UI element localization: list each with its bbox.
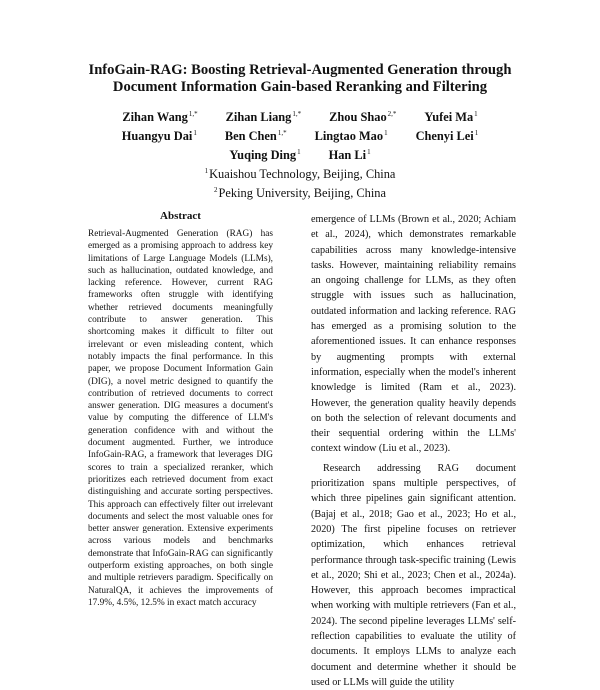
author-affiliation-mark: 1	[474, 129, 479, 137]
intro-paragraph: Research addressing RAG document prioritization spans multiple perspectives, of which three pipelines gain significant attention. (Bajaj et al., 2018; Gao et al., 2023; Ho et al., 2020) The first pipeline focuses on retriever optimization, which enhances retrieval performance through task-specific training (Lewis et al., 2020; Shi et al., 2023; Chen et al., 2024a). However, this approach becomes impractical when working with multiple retrievers (Fan et al., 2024). The second pipeline leverages LLMs' self-reflection capabilities to evaluate the utility of documents. It employs LLMs to analyze each document and determine whether it should be used or LLMs will guide the utility	[311, 462, 516, 688]
author	[424, 106, 477, 125]
author-row	[0, 125, 600, 144]
affiliation	[0, 182, 600, 201]
author-affiliation-mark: 1	[384, 129, 388, 137]
paper-title-line-1: InfoGain-RAG: Boosting Retrieval-Augmented Generation through	[88, 62, 512, 78]
author-affiliation-mark: 1,*	[292, 110, 302, 118]
author-affiliation-mark: 1	[193, 129, 197, 137]
author-affiliation-mark: 1	[474, 110, 478, 118]
author-row	[0, 106, 600, 125]
affiliation-mark: 2	[214, 186, 218, 194]
author-list	[0, 106, 600, 163]
author-affiliation-mark: 1	[367, 148, 371, 156]
author-name: Ben Chen	[224, 129, 277, 143]
paper-header	[0, 62, 600, 201]
author-affiliation-mark: 1	[297, 148, 301, 156]
author	[122, 125, 197, 144]
author	[229, 144, 300, 163]
abstract-section	[88, 210, 273, 609]
author	[122, 106, 197, 125]
author	[416, 125, 479, 144]
introduction-column	[311, 212, 516, 690]
affiliation-text: Peking University, Beijing, China	[218, 186, 386, 200]
affiliation-mark: 1	[204, 167, 209, 175]
author-name: Han Li	[328, 148, 367, 162]
intro-paragraph: emergence of LLMs (Brown et al., 2020; Achiam et al., 2024), which demonstrates remarkable capabilities across many knowledge-intensive tasks. However, maintaining reliability remains an ongoing challenge for LLMs, as they often struggle with issues such as hallucination, outdated information and lacking reference. RAG has emerged as a promising solution to the aforementioned issues. It can enhance responses by augmenting prompts with external information, especially when the model's inherent knowledge is limited (Ram et al., 2023). However, the generation quality heavily depends on both the selection of relevant documents and their sequential ordering within the LLMs' context window (Liu et al., 2023).	[311, 214, 516, 455]
author-affiliation-mark: 1,*	[188, 110, 198, 118]
author	[226, 106, 302, 125]
author-name: Lingtao Mao	[314, 129, 384, 143]
affiliation-text: Kuaishou Technology, Beijing, China	[209, 167, 396, 181]
author-name: Zihan Liang	[225, 110, 292, 124]
affiliation	[0, 163, 600, 182]
author-name: Yufei Ma	[424, 110, 474, 124]
paper-title-line-2: Document Information Gain-based Reranking and Filtering	[112, 79, 488, 95]
author	[329, 106, 396, 125]
author-name: Yuqing Ding	[229, 148, 297, 162]
abstract-heading: Abstract	[160, 210, 201, 222]
author-row	[0, 144, 600, 163]
author-name: Zihan Wang	[122, 110, 188, 124]
author	[225, 125, 287, 144]
author	[315, 125, 388, 144]
author-affiliation-mark: 1,*	[277, 129, 287, 137]
abstract-text: Retrieval-Augmented Generation (RAG) has emerged as a promising approach to address key limitations of Large Language Models (LLMs), such as hallucination, outdated knowledge, and lacking reference. However, current RAG frameworks often struggle with identifying whether retrieved documents meaningfully contribute to answer generation. This shortcoming makes it difficult to filter out irrelevant or even misleading content, which notably impacts the final performance. In this paper, we propose Document Information Gain (DIG), a novel metric designed to quantify the contribution of retrieved documents to correct answer generation. DIG measures a document's value by computing the difference of LLM's generation confidence with and without the document augmented. Further, we introduce InfoGain-RAG, a framework that leverages DIG scores to train a specialized reranker, which prioritizes each retrieved document from exact distinguishing and accurate sorting perspectives. This approach can effectively filter out irrelevant documents and select the most valuable ones for better answer generation. Extensive experiments across various models and benchmarks demonstrate that InfoGain-RAG can significantly outperform existing approaches, on both single and multiple retrievers paradigm. Specifically on NaturalQA, it achieves the improvements of 17.9%, 4.5%, 12.5% in exact match accuracy	[88, 229, 273, 608]
author-name: Zhou Shao	[329, 110, 387, 124]
author-name: Chenyi Lei	[415, 129, 474, 143]
author	[329, 144, 371, 163]
author-affiliation-mark: 2,*	[387, 110, 397, 118]
author-name: Huangyu Dai	[121, 129, 193, 143]
